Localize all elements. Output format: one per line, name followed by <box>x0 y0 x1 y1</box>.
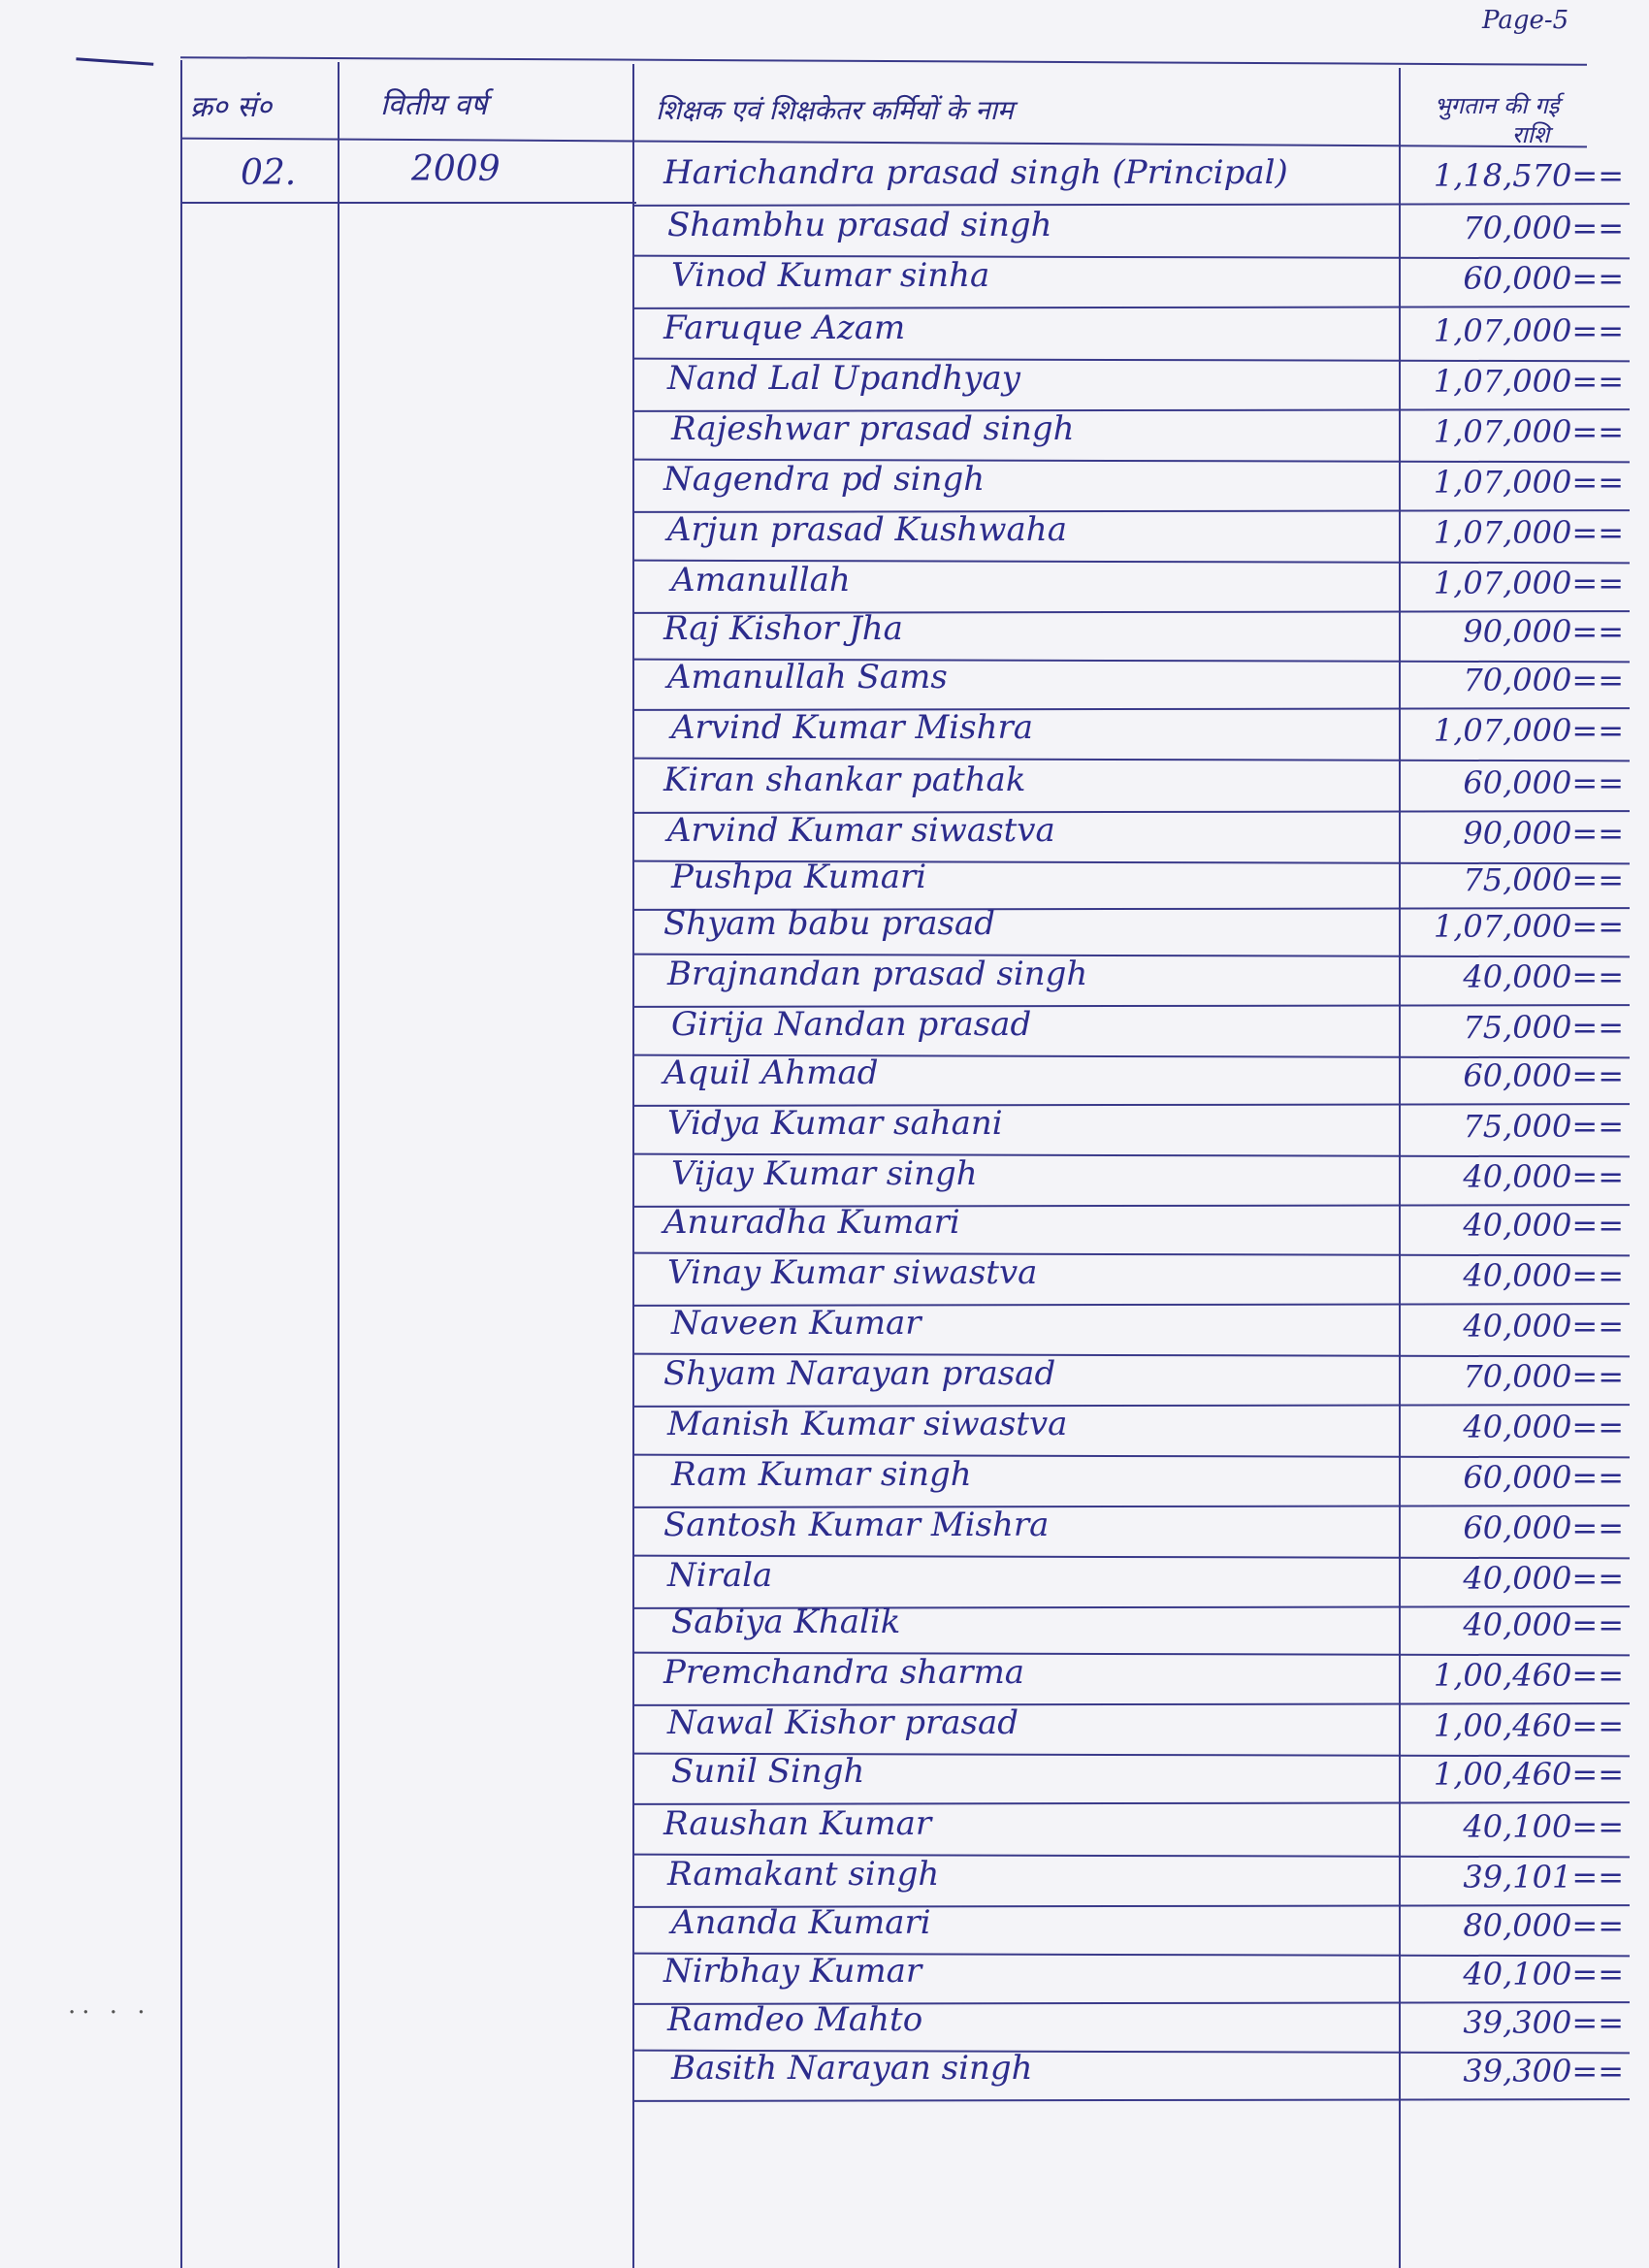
row-name: Basith Narayan singh <box>671 2049 1033 2088</box>
row-name: Amanullah <box>671 561 851 599</box>
row-amount: 1,07,000== <box>1433 464 1624 501</box>
row-name: Arvind Kumar siwastva <box>667 811 1055 850</box>
row-amount: 75,000== <box>1463 1009 1624 1046</box>
row-amount: 40,000== <box>1463 1409 1624 1445</box>
row-amount: 40,000== <box>1463 1207 1624 1244</box>
row-amount: 75,000== <box>1463 1108 1624 1145</box>
row-name: Amanullah Sams <box>667 658 948 697</box>
row-name: Sabiya Khalik <box>671 1603 901 1641</box>
row-name: Vidya Kumar sahani <box>667 1104 1003 1143</box>
row-amount: 60,000== <box>1463 260 1624 297</box>
row-name: Nirala <box>667 1556 773 1595</box>
header-top-rule <box>180 56 1587 66</box>
header-amount-line1: भुगतान की गई <box>1434 92 1560 119</box>
row-name: Vinay Kumar siwastva <box>667 1253 1038 1292</box>
column-rule-name <box>1399 68 1401 2268</box>
row-amount: 1,07,000== <box>1433 712 1624 749</box>
row-amount: 70,000== <box>1463 662 1624 698</box>
row-amount: 70,000== <box>1463 1358 1624 1395</box>
row-name: Vinod Kumar sinha <box>671 256 990 295</box>
row-amount: 40,000== <box>1463 958 1624 995</box>
row-name: Raj Kishor Jha <box>663 609 903 648</box>
row-name: Kiran shankar pathak <box>663 761 1026 799</box>
row-name: Harichandra prasad singh (Principal) <box>663 153 1288 192</box>
row-name: Sunil Singh <box>671 1752 865 1791</box>
row-name: Nagendra pd singh <box>663 460 986 499</box>
row-amount: 40,100== <box>1463 1808 1624 1845</box>
row-name: Arvind Kumar Mishra <box>671 708 1034 747</box>
row-rule <box>632 1555 1630 1560</box>
row-amount: 60,000== <box>1463 764 1624 801</box>
row-amount: 39,101== <box>1463 1859 1624 1895</box>
row-name: Aquil Ahmad <box>663 1053 879 1092</box>
row-amount: 60,000== <box>1463 1509 1624 1546</box>
header-amount-line2: राशि <box>1511 121 1550 148</box>
row-amount: 40,000== <box>1463 1308 1624 1345</box>
row-amount: 39,300== <box>1463 2053 1624 2090</box>
row-amount: 40,000== <box>1463 1606 1624 1643</box>
row-name: Ram Kumar singh <box>671 1455 972 1494</box>
row-name: Arjun prasad Kushwaha <box>667 510 1067 549</box>
row-name: Nirbhay Kumar <box>663 1952 922 1991</box>
row-name: Shambhu prasad singh <box>667 206 1052 244</box>
entry-bottom-rule <box>180 202 636 204</box>
row-amount: 60,000== <box>1463 1459 1624 1496</box>
row-amount: 70,000== <box>1463 210 1624 246</box>
page-label: Page-5 <box>1482 6 1569 35</box>
row-name: Nawal Kishor prasad <box>667 1703 1018 1742</box>
row-name: Shyam Narayan prasad <box>663 1354 1056 1393</box>
row-name: Shyam babu prasad <box>663 904 995 943</box>
row-amount: 90,000== <box>1463 815 1624 852</box>
row-amount: 60,000== <box>1463 1057 1624 1094</box>
header-bottom-rule <box>180 138 1587 148</box>
row-amount: 1,00,460== <box>1433 1657 1624 1694</box>
row-name: Anuradha Kumari <box>663 1203 960 1242</box>
row-amount: 40,000== <box>1463 1158 1624 1195</box>
entry-serial-no: 02. <box>241 153 297 193</box>
row-name: Pushpa Kumari <box>671 858 927 896</box>
row-amount: 40,100== <box>1463 1956 1624 1993</box>
row-name: Ramdeo Mahto <box>667 2000 923 2039</box>
row-amount: 75,000== <box>1463 861 1624 898</box>
corner-mark <box>76 57 154 76</box>
column-rule-year <box>632 64 634 2268</box>
row-rule <box>632 2098 1630 2102</box>
row-amount: 40,000== <box>1463 1560 1624 1597</box>
header-names: शिक्षक एवं शिक्षकेतर कर्मियों के नाम <box>656 94 1014 126</box>
row-amount: 1,00,460== <box>1433 1707 1624 1744</box>
row-name: Faruque Azam <box>663 308 906 347</box>
row-name: Manish Kumar siwastva <box>667 1405 1068 1443</box>
row-amount: 1,00,460== <box>1433 1756 1624 1793</box>
row-amount: 1,07,000== <box>1433 413 1624 450</box>
row-name: Girija Nandan prasad <box>671 1005 1032 1044</box>
row-amount: 1,07,000== <box>1433 363 1624 400</box>
row-amount: 1,18,570== <box>1433 157 1624 194</box>
row-amount: 1,07,000== <box>1433 312 1624 349</box>
row-amount: 90,000== <box>1463 613 1624 650</box>
header-amount <box>1405 91 1589 149</box>
row-name: Nand Lal Upandhyay <box>667 359 1020 398</box>
row-name: Ramakant singh <box>667 1855 940 1894</box>
row-amount: 1,07,000== <box>1433 908 1624 945</box>
row-name: Raushan Kumar <box>663 1804 932 1843</box>
column-rule-serial <box>338 62 340 2268</box>
row-name: Vijay Kumar singh <box>671 1154 978 1193</box>
row-name: Naveen Kumar <box>671 1304 922 1343</box>
row-name: Rajeshwar prasad singh <box>671 409 1075 448</box>
header-financial-year: वितीय वर्ष <box>380 88 488 122</box>
column-rule-left <box>180 60 182 2268</box>
stray-dots: ·· · · <box>68 1998 151 2027</box>
row-amount: 1,07,000== <box>1433 514 1624 551</box>
row-name: Premchandra sharma <box>663 1653 1025 1692</box>
row-name: Brajnandan prasad singh <box>667 955 1088 993</box>
header-serial-no: क्र० सं० <box>190 90 273 124</box>
entry-year: 2009 <box>411 149 501 189</box>
row-amount: 1,07,000== <box>1433 565 1624 601</box>
row-amount: 39,300== <box>1463 2004 1624 2041</box>
row-name: Santosh Kumar Mishra <box>663 1506 1050 1544</box>
row-amount: 80,000== <box>1463 1907 1624 1944</box>
row-amount: 40,000== <box>1463 1257 1624 1294</box>
row-name: Ananda Kumari <box>671 1903 931 1942</box>
